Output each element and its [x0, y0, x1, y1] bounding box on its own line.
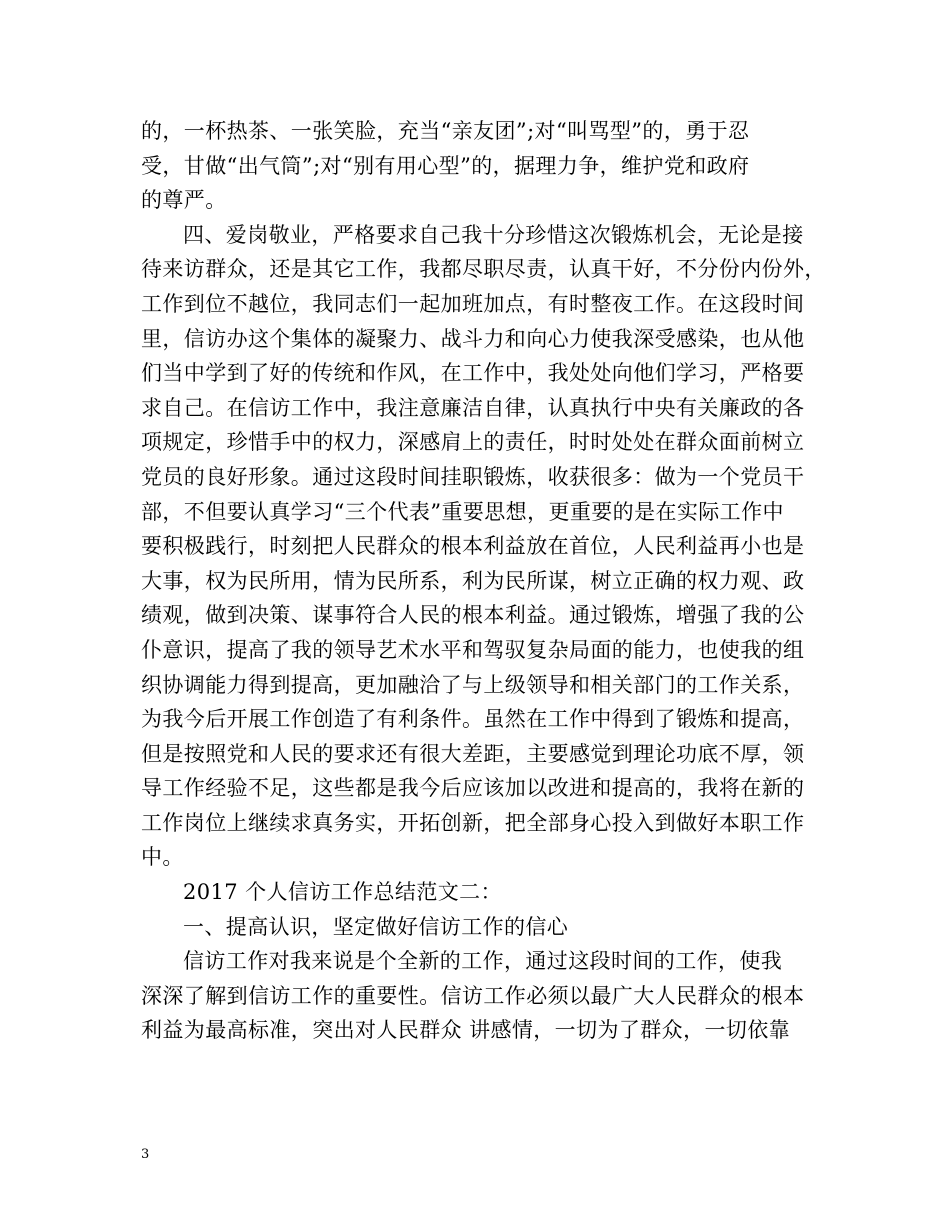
page-number: 3: [141, 1147, 150, 1162]
text-line: 导工作经验不足，这些都是我今后应该加以改进和提高的，我将在新的: [141, 776, 805, 801]
text-line: 待来访群众，还是其它工作，我都尽职尽责，认真干好，不分份内份外，: [141, 257, 826, 282]
section-heading-line: 四、爱岗敬业，严格要求自己我十分珍惜这次锻炼机会，无论是接: [183, 222, 804, 247]
text-line: 党员的良好形象。通过这段时间挂职锻炼，收获很多：做为一个党员干: [141, 464, 805, 489]
text-line: 为我今后开展工作创造了有利条件。虽然在工作中得到了锻炼和提高，: [141, 707, 805, 732]
text-line: 深深了解到信访工作的重要性。信访工作必须以最广大人民群众的根本: [141, 983, 805, 1008]
text-line: 工作岗位上继续求真务实，开拓创新，把全部身心投入到做好本职工作: [141, 810, 805, 835]
text-line: 的尊严。: [141, 188, 227, 213]
text-line: 绩观，做到决策、谋事符合人民的根本利益。通过锻炼，增强了我的公: [141, 603, 805, 628]
text-line: 要积极践行，时刻把人民群众的根本利益放在首位，人民利益再小也是: [141, 534, 805, 559]
text-line: 求自己。在信访工作中，我注意廉洁自律，认真执行中央有关廉政的各: [141, 395, 805, 420]
text-line: 中。: [141, 845, 184, 870]
section-heading-line: 一、提高认识，坚定做好信访工作的信心: [183, 914, 569, 939]
text-line: 项规定，珍惜手中的权力，深感肩上的责任，时时处处在群众面前树立: [141, 430, 805, 455]
text-line: 利益为最高标准，突出对人民群众 讲感情，一切为了群众，一切依靠: [141, 1018, 791, 1043]
text-line: 大事，权为民所用，情为民所系，利为民所谋，树立正确的权力观、政: [141, 568, 805, 593]
text-line: 工作到位不越位，我同志们一起加班加点，有时整夜工作。在这段时间: [141, 291, 805, 316]
text-line: 的，一杯热茶、一张笑脸，充当“亲友团”;对“叫骂型”的，勇于忍: [141, 119, 750, 143]
text-line: 织协调能力得到提高，更加融洽了与上级领导和相关部门的工作关系，: [141, 672, 805, 697]
text-line: 信访工作对我来说是个全新的工作，通过这段时间的工作，使我: [183, 949, 783, 974]
text-line: 受，甘做“出气筒”;对“别有用心型”的，据理力争，维护党和政府: [141, 153, 750, 178]
text-line: 但是按照党和人民的要求还有很大差距，主要感觉到理论功底不厚，领: [141, 741, 805, 766]
text-line: 部，不但要认真学习“三个代表”重要思想，更重要的是在实际工作中: [141, 499, 784, 524]
text-line: 们当中学到了好的传统和作风，在工作中，我处处向他们学习，严格要: [141, 361, 805, 386]
body-text: [141, 114, 831, 1048]
article-title-line: 2017 个人信访工作总结范文二：: [183, 880, 502, 905]
text-line: 仆意识，提高了我的领导艺术水平和驾驭复杂局面的能力，也使我的组: [141, 637, 805, 662]
text-line: 里，信访办这个集体的凝聚力、战斗力和向心力使我深受感染，也从他: [141, 326, 805, 351]
